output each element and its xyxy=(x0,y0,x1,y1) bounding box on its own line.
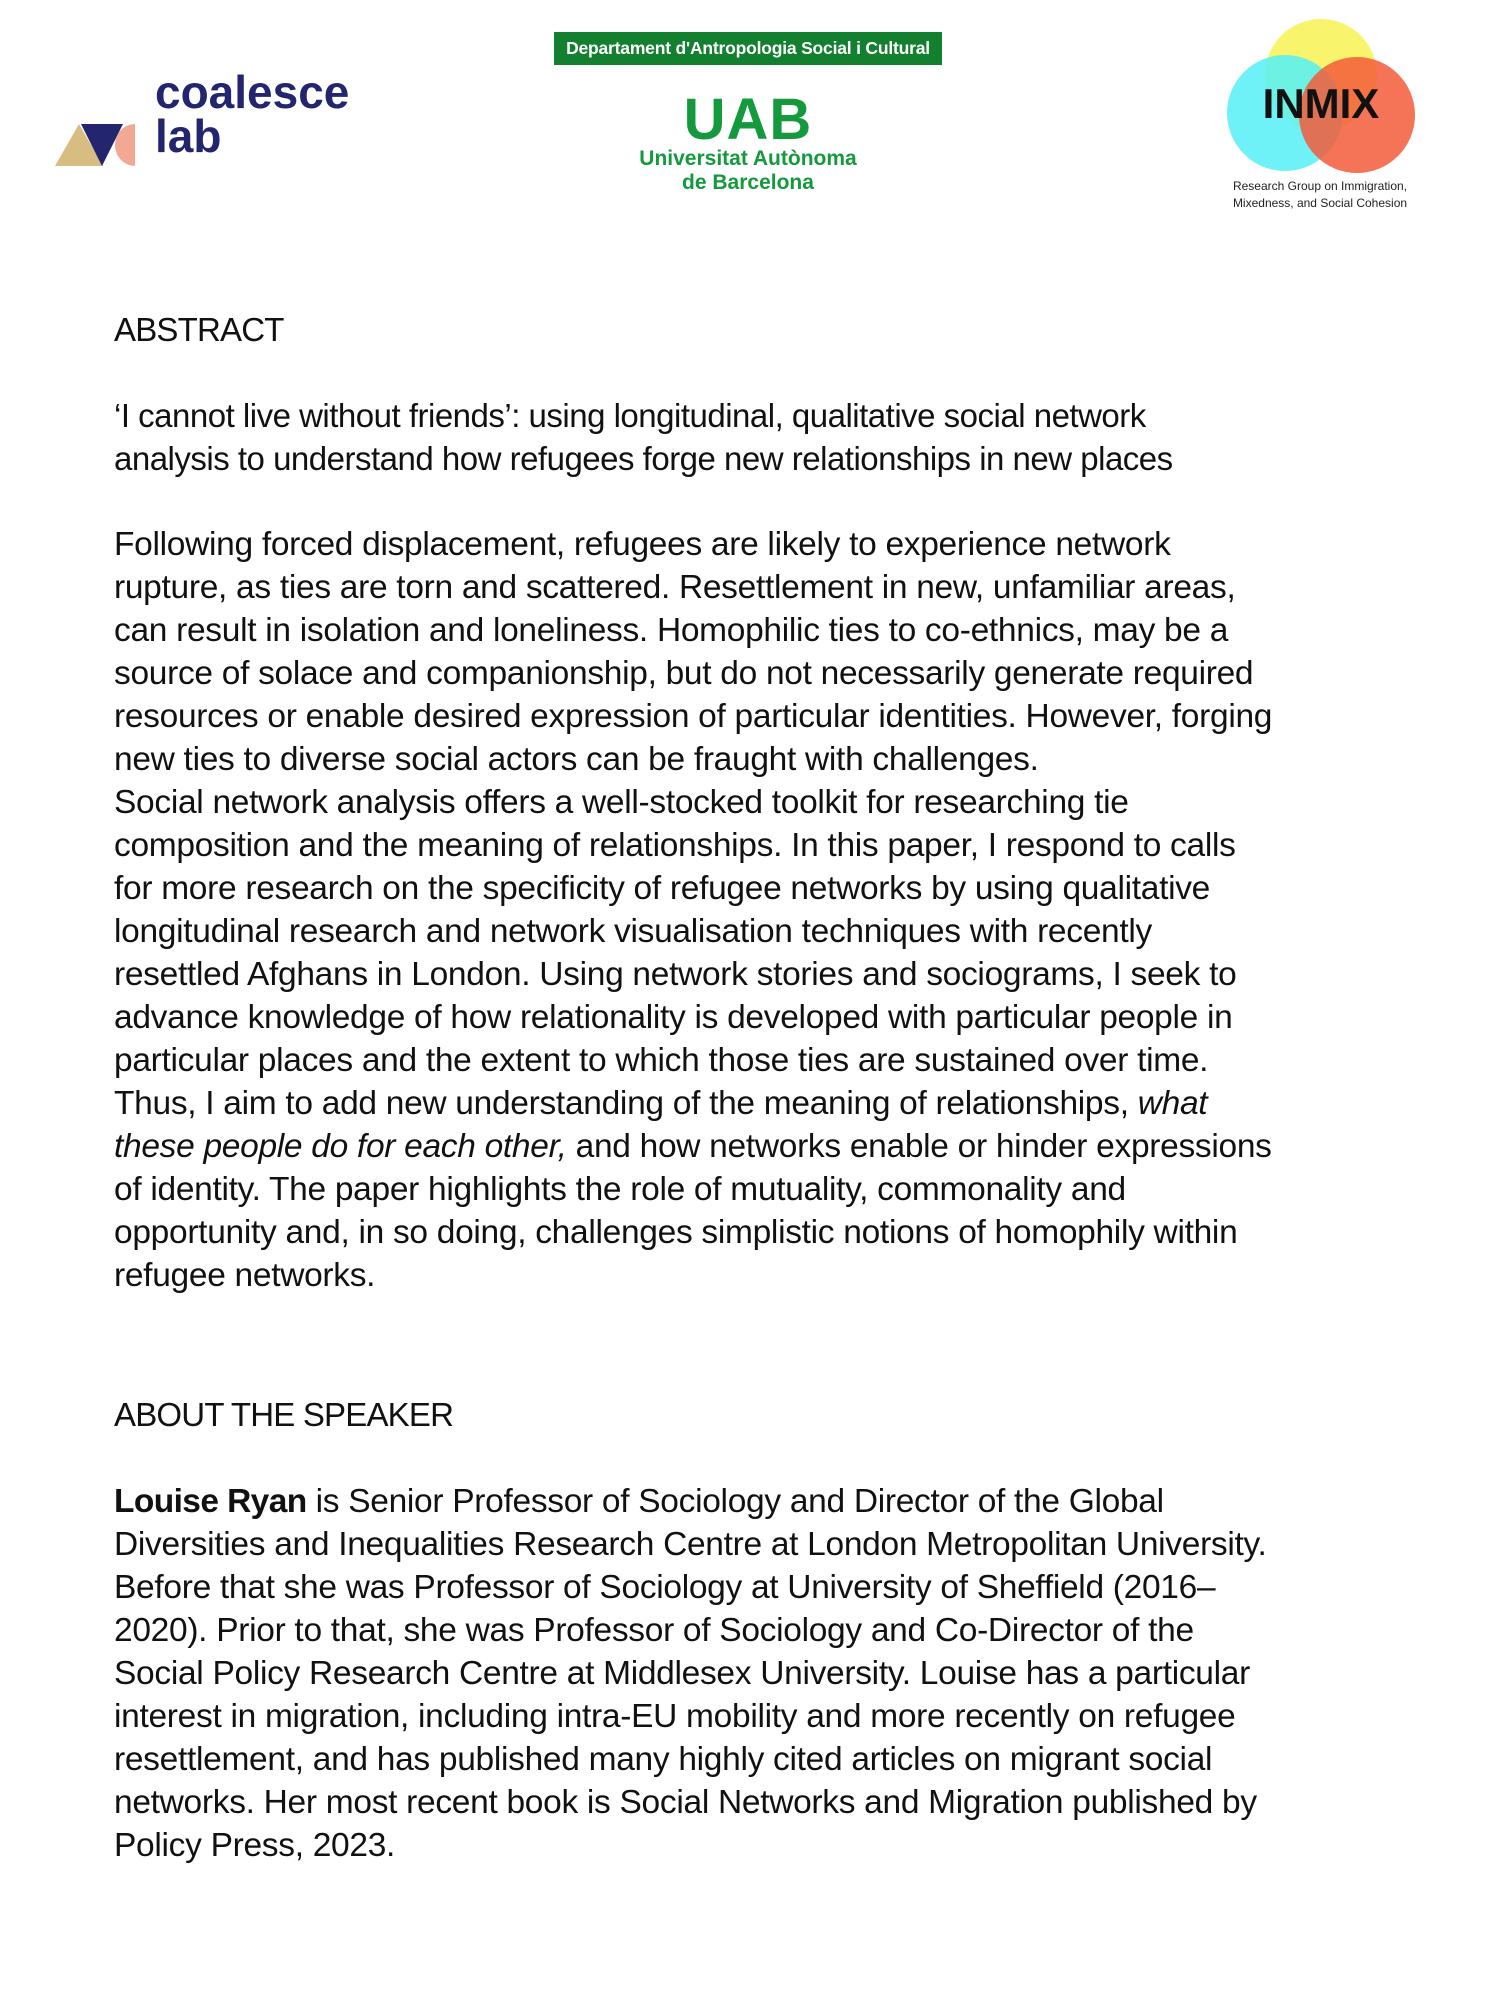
abstract-title-line2: analysis to understand how refugees forge new relationships in new places xyxy=(114,440,1173,477)
abstract-heading: ABSTRACT xyxy=(114,311,284,348)
speaker-line: Before that she was Professor of Sociology at University of Sheffield (2016– xyxy=(114,1569,1216,1606)
abstract-line-text: and how networks enable or hinder expressions xyxy=(566,1128,1272,1165)
uab-name-line2: de Barcelona xyxy=(682,171,814,194)
abstract-line: new ties to diverse social actors can be fraught with challenges. xyxy=(114,741,1039,778)
abstract-line xyxy=(114,1125,1394,1168)
abstract-line: rupture, as ties are torn and scattered. Resettlement in new, unfamiliar areas, xyxy=(114,569,1236,606)
coalesce-shapes-icon xyxy=(55,122,145,166)
abstract-line: Following forced displacement, refugees are likely to experience network xyxy=(114,526,1171,563)
coalesce-lab-logo xyxy=(55,66,375,180)
inmix-acronym: INMIX xyxy=(1262,80,1380,127)
abstract-title xyxy=(114,394,1394,480)
inmix-caption-line1: Research Group on Immigration, xyxy=(1232,179,1408,193)
abstract-italic-emphasis: these people do for each other, xyxy=(114,1128,567,1165)
abstract-line: for more research on the specificity of refugee networks by using qualitative xyxy=(114,870,1210,907)
abstract-line: resettled Afghans in London. Using network stories and sociograms, I seek to xyxy=(114,956,1237,993)
speaker-line-text: is Senior Professor of Sociology and Director of the Global xyxy=(306,1483,1164,1520)
abstract-title-line1: ‘I cannot live without friends’: using longitudinal, qualitative social network xyxy=(114,397,1146,434)
abstract-line: composition and the meaning of relationships. In this paper, I respond to calls xyxy=(114,827,1236,864)
speaker-line: interest in migration, including intra-EU mobility and more recently on refugee xyxy=(114,1698,1236,1735)
speaker-line xyxy=(114,1480,1394,1523)
uab-acronym: UAB xyxy=(683,87,813,152)
abstract-line: advance knowledge of how relationality is developed with particular people in xyxy=(114,999,1233,1036)
inmix-venn-icon xyxy=(1215,15,1435,180)
abstract-line: refugee networks. xyxy=(114,1257,376,1294)
abstract-line: of identity. The paper highlights the role of mutuality, commonality and xyxy=(114,1171,1126,1208)
speaker-line: networks. Her most recent book is Social Networks and Migration published by xyxy=(114,1784,1257,1821)
coalesce-wordmark-line2: lab xyxy=(155,110,222,162)
uab-name-line1: Universitat Autònoma xyxy=(639,147,857,170)
document-content xyxy=(114,310,1394,1867)
speaker-heading: ABOUT THE SPEAKER xyxy=(114,1396,454,1433)
inmix-logo xyxy=(1215,15,1445,220)
speaker-bio xyxy=(114,1480,1394,1867)
speaker-line: 2020). Prior to that, she was Professor of Sociology and Co-Director of the xyxy=(114,1612,1194,1649)
abstract-line: resources or enable desired expression of particular identities. However, forging xyxy=(114,698,1273,735)
inmix-caption-line2: Mixedness, and Social Cohesion xyxy=(1232,196,1408,210)
coalesce-lab-wordmark xyxy=(155,66,350,162)
inmix-caption xyxy=(1215,178,1425,212)
abstract-line: longitudinal research and network visualisation techniques with recently xyxy=(114,913,1152,950)
abstract-line: can result in isolation and loneliness. Homophilic ties to co-ethnics, may be a xyxy=(114,612,1229,649)
speaker-line: Policy Press, 2023. xyxy=(114,1827,396,1864)
uab-department-banner: Departament d'Antropologia Social i Cultural xyxy=(554,32,942,65)
abstract-line: Social network analysis offers a well-stocked toolkit for researching tie xyxy=(114,784,1129,821)
speaker-line: Social Policy Research Centre at Middlesex University. Louise has a particular xyxy=(114,1655,1250,1692)
abstract-line: particular places and the extent to which those ties are sustained over time. xyxy=(114,1042,1209,1079)
abstract-line xyxy=(114,1082,1394,1125)
speaker-line: Diversities and Inequalities Research Centre at London Metropolitan University. xyxy=(114,1526,1267,1563)
abstract-line: source of solace and companionship, but do not necessarily generate required xyxy=(114,655,1254,692)
speaker-line: resettlement, and has published many highly cited articles on migrant social xyxy=(114,1741,1213,1778)
abstract-line-text: Thus, I aim to add new understanding of the meaning of relationships, xyxy=(114,1085,1138,1122)
abstract-body xyxy=(114,523,1394,1297)
abstract-line: opportunity and, in so doing, challenges simplistic notions of homophily within xyxy=(114,1214,1238,1251)
speaker-name: Louise Ryan xyxy=(114,1483,307,1520)
coalesce-wordmark-line1: coalesce xyxy=(155,66,350,118)
abstract-italic-emphasis: what xyxy=(1137,1085,1208,1122)
uab-logo xyxy=(538,32,958,212)
